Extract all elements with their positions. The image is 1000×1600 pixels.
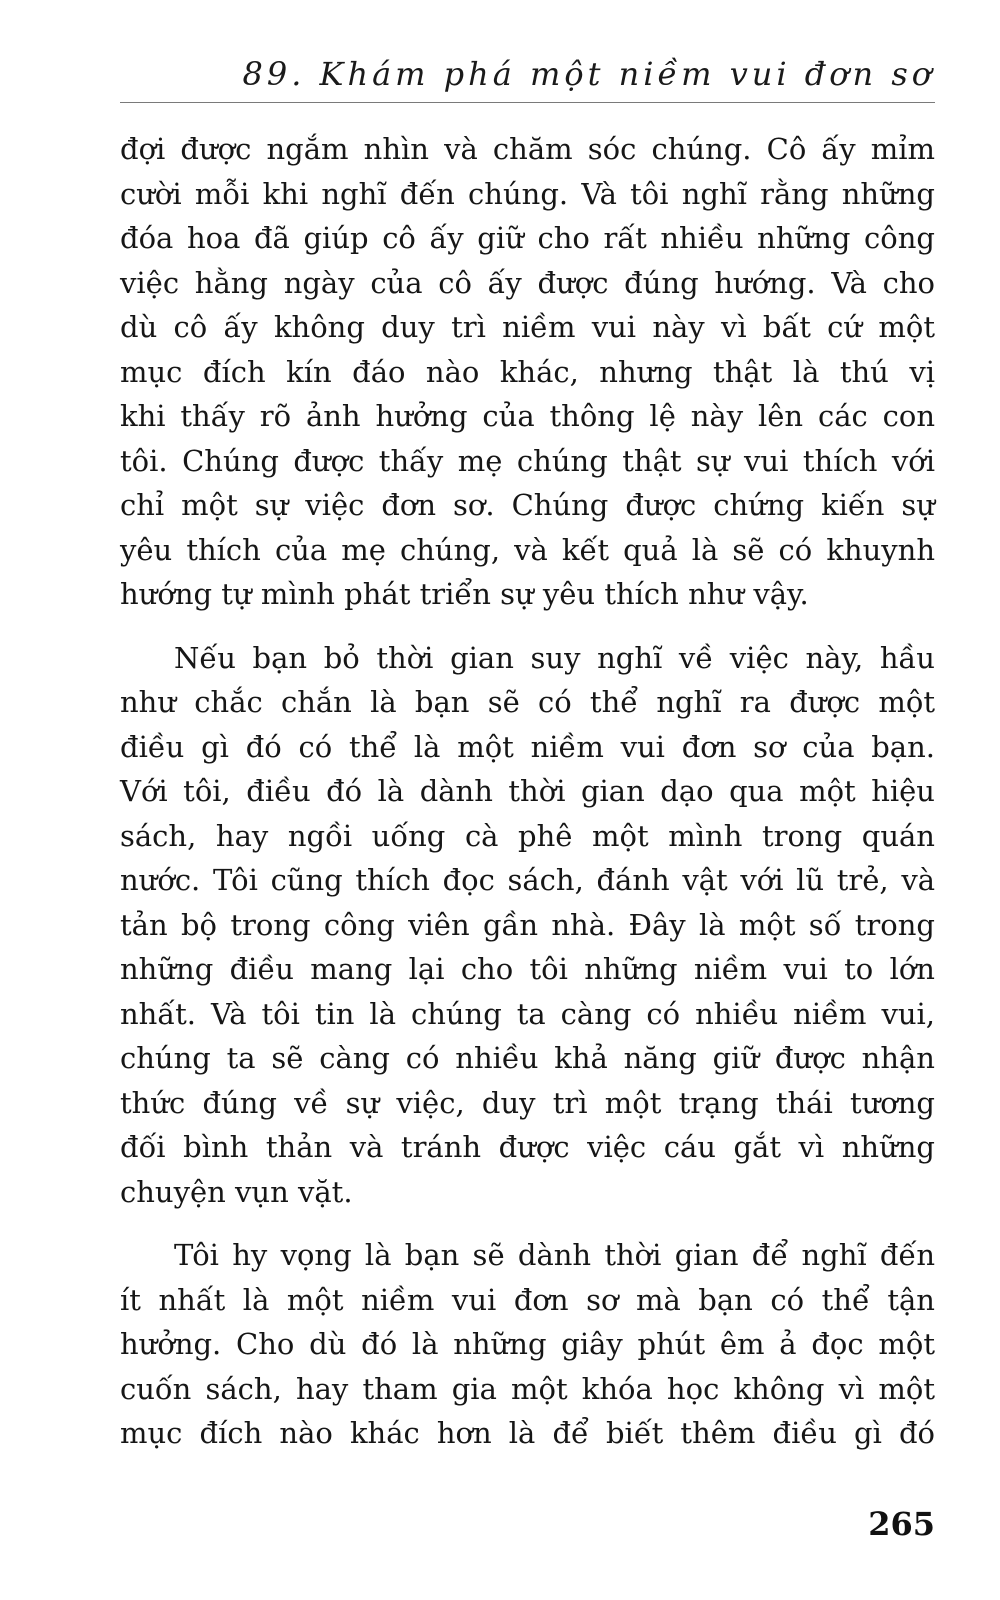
text-line: dù cô ấy không duy trì niềm vui này vì bất cứ một <box>120 310 935 344</box>
text-line: chúng ta sẽ càng có nhiều khả năng giữ được nhận <box>120 1041 935 1075</box>
text-line: chuyện vụn vặt. <box>120 1174 353 1209</box>
text-line: mục đích kín đáo nào khác, nhưng thật là thú vị <box>120 354 935 389</box>
text-line: điều gì đó có thể là một niềm vui đơn sơ của bạn. <box>120 729 935 764</box>
text-line: Nếu bạn bỏ thời gian suy nghĩ về việc này, hầu <box>174 640 935 675</box>
text-line: đối bình thản và tránh được việc cáu gắt vì những <box>120 1130 935 1164</box>
text-line: tản bộ trong công viên gần nhà. Đây là một số trong <box>120 907 935 942</box>
paragraph-3 <box>120 1233 935 1456</box>
text-line: thức đúng về sự việc, duy trì một trạng thái tương <box>120 1085 935 1120</box>
text-line: những điều mang lại cho tôi những niềm vui to lớn <box>120 952 935 986</box>
text-line: đóa hoa đã giúp cô ấy giữ cho rất nhiều những công <box>120 221 935 255</box>
text-line: sách, hay ngồi uống cà phê một mình trong quán <box>120 818 935 853</box>
body-text <box>120 127 935 1475</box>
text-line: Với tôi, điều đó là dành thời gian dạo qua một hiệu <box>120 774 935 808</box>
text-line: khi thấy rõ ảnh hưởng của thông lệ này lên các con <box>120 399 935 433</box>
text-line: việc hằng ngày của cô ấy được đúng hướng. Và cho <box>120 265 935 300</box>
text-line: nước. Tôi cũng thích đọc sách, đánh vật với lũ trẻ, và <box>120 863 935 897</box>
text-line: yêu thích của mẹ chúng, và kết quả là sẽ có khuynh <box>120 532 935 567</box>
paragraph-1 <box>120 127 935 617</box>
running-header-title: 89. Khám phá một niềm vui đơn sơ <box>242 55 935 93</box>
text-line: Tôi hy vọng là bạn sẽ dành thời gian để nghĩ đến <box>174 1238 935 1272</box>
text-line: hướng tự mình phát triển sự yêu thích như vậy. <box>120 577 809 611</box>
text-line: đợi được ngắm nhìn và chăm sóc chúng. Cô ấy mỉm <box>120 132 935 166</box>
header-divider <box>120 102 935 103</box>
text-line: nhất. Và tôi tin là chúng ta càng có nhiều niềm vui, <box>120 996 935 1031</box>
paragraph-2 <box>120 636 935 1215</box>
text-line: cuốn sách, hay tham gia một khóa học không vì một <box>120 1371 935 1406</box>
text-line: hưởng. Cho dù đó là những giây phút êm ả đọc một <box>120 1327 935 1361</box>
text-line: ít nhất là một niềm vui đơn sơ mà bạn có thể tận <box>120 1282 935 1317</box>
text-line: cười mỗi khi nghĩ đến chúng. Và tôi nghĩ rằng những <box>120 176 935 211</box>
text-line: tôi. Chúng được thấy mẹ chúng thật sự vui thích với <box>120 443 935 478</box>
text-line: chỉ một sự việc đơn sơ. Chúng được chứng kiến sự <box>120 488 935 522</box>
page-number: 265 <box>868 1505 935 1543</box>
text-line: như chắc chắn là bạn sẽ có thể nghĩ ra được một <box>120 685 935 719</box>
text-line: mục đích nào khác hơn là để biết thêm điều gì đó <box>120 1416 935 1450</box>
